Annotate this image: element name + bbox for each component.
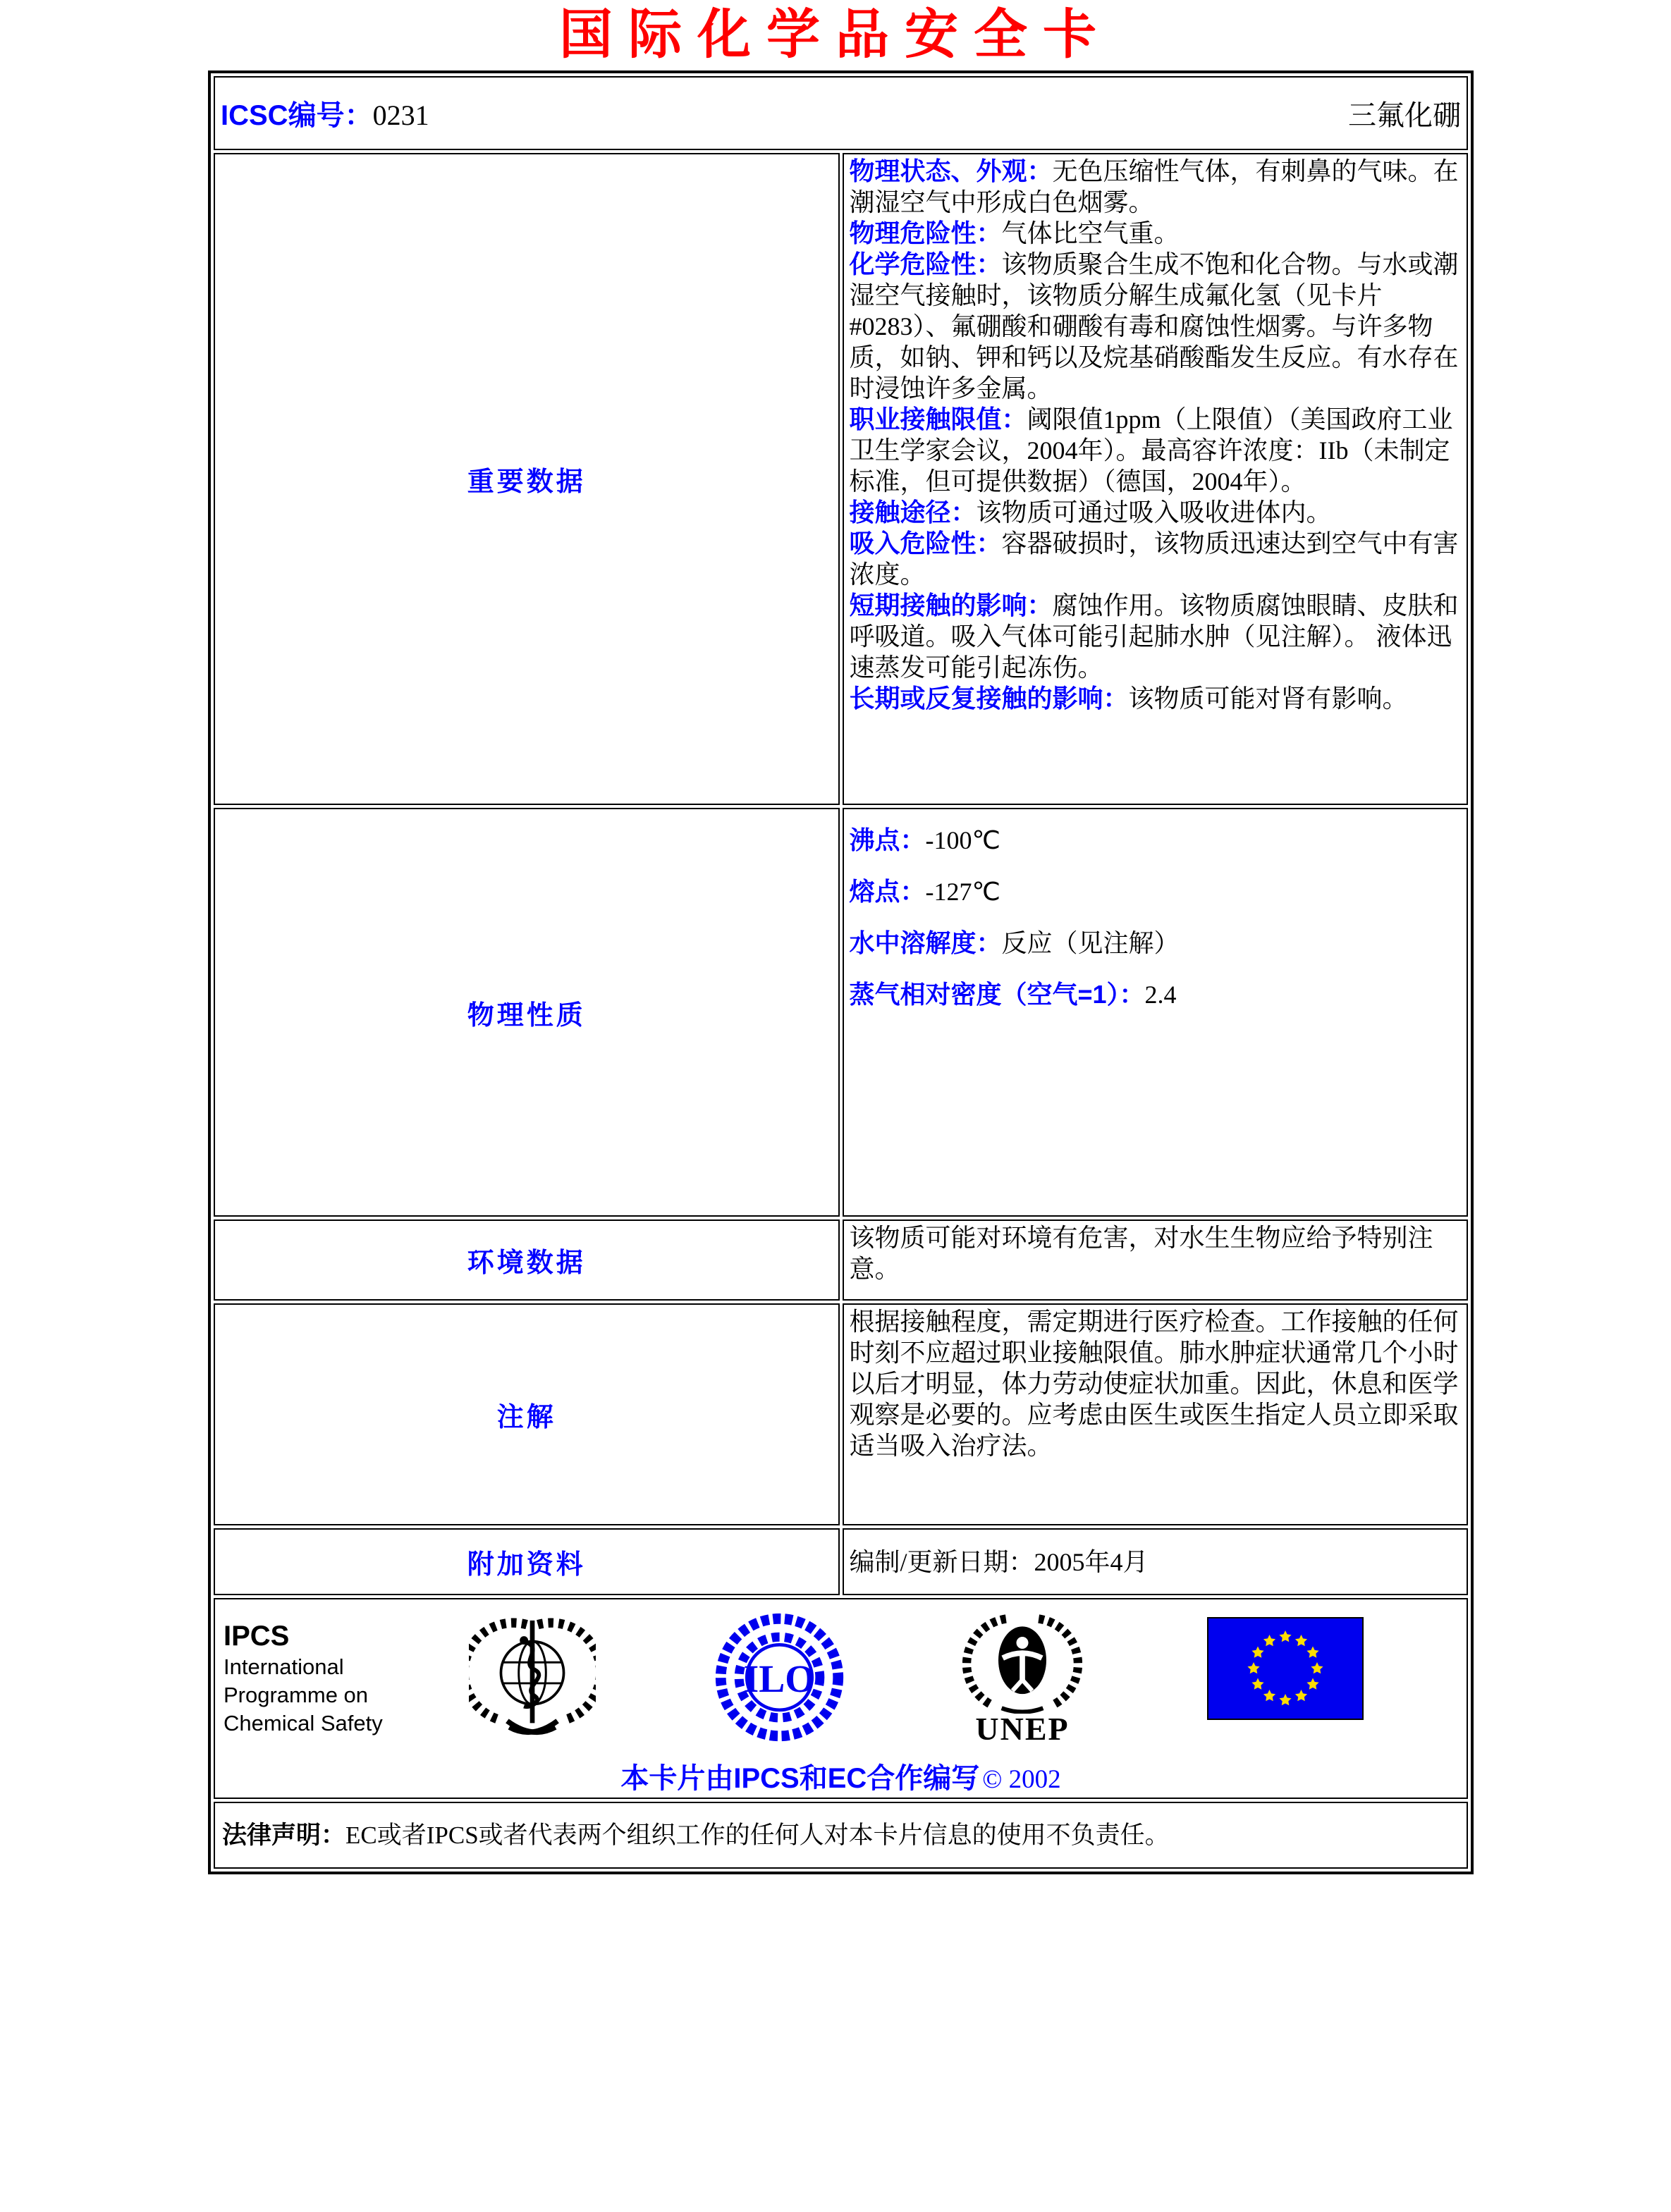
credit-line bbox=[215, 1756, 1467, 1796]
additional-info-content: 编制/更新日期：2005年4月 bbox=[843, 1528, 1469, 1595]
entry-short-term-effects: 短期接触的影响：腐蚀作用。该物质腐蚀眼睛、皮肤和呼吸道。吸入气体可能引起肺水肿（见注解）。 液体迅速蒸发可能引起冻伤。 bbox=[849, 591, 1459, 682]
entry-physical-danger: 物理危险性：气体比空气重。 bbox=[849, 219, 1180, 247]
table-row-environmental-data bbox=[214, 1219, 1468, 1301]
table-row-physical-properties bbox=[214, 808, 1468, 1217]
legal-text: EC或者IPCS或者代表两个组织工作的任何人对本卡片信息的使用不负责任。 bbox=[345, 1821, 1170, 1849]
table-row-additional-info bbox=[214, 1528, 1468, 1595]
entry-melting-point: 熔点：-127℃ bbox=[849, 877, 1000, 906]
section-label-cell bbox=[214, 1219, 840, 1301]
entry-chemical-danger: 化学危险性：该物质聚合生成不饱和化合物。与水或潮湿空气接触时，该物质分解生成氟化氢（见卡片#0283）、氟硼酸和硼酸有毒和腐蚀性烟雾。与许多物质，如钠、钾和钙以及烷基硝酸酯发生反应。有水存在时浸蚀许多金属。 bbox=[849, 250, 1459, 403]
entry-physical-state: 物理状态、外观：无色压缩性气体，有刺鼻的气味。在潮湿空气中形成白色烟雾。 bbox=[849, 156, 1459, 216]
entry-inhalation-risk: 吸入危险性：容器破损时，该物质迅速达到空气中有害浓度。 bbox=[849, 529, 1459, 589]
credit-text: 本卡片由IPCS和EC合作编写 bbox=[620, 1763, 980, 1794]
physical-properties-content bbox=[843, 808, 1469, 1217]
entry-vapor-density: 蒸气相对密度（空气=1）：2.4 bbox=[849, 980, 1177, 1009]
unep-logo-block bbox=[959, 1608, 1086, 1745]
section-title-notes: 注解 bbox=[496, 1403, 556, 1432]
who-logo-icon bbox=[469, 1612, 596, 1746]
icsc-number bbox=[221, 93, 429, 133]
ilo-logo-icon bbox=[714, 1609, 845, 1747]
legal-notice bbox=[214, 1802, 1468, 1869]
section-label-cell bbox=[214, 808, 840, 1217]
icsc-number-value: 0231 bbox=[372, 99, 429, 131]
section-label-cell bbox=[214, 1303, 840, 1525]
important-data-content bbox=[843, 153, 1469, 805]
unep-label: UNEP bbox=[975, 1711, 1070, 1747]
header-cell bbox=[214, 76, 1468, 150]
entry-exposure-routes: 接触途径：该物质可通过吸入吸收进体内。 bbox=[849, 498, 1332, 527]
section-label-cell bbox=[214, 153, 840, 805]
table-row-legal bbox=[214, 1802, 1468, 1869]
entry-boiling-point: 沸点：-100℃ bbox=[849, 825, 1000, 854]
entry-water-solubility: 水中溶解度：反应（见注解） bbox=[849, 928, 1180, 957]
icsc-card-table bbox=[208, 70, 1474, 1874]
page-title: 国际化学品安全卡 bbox=[559, 6, 1112, 65]
environmental-data-content: 该物质可能对环境有危害，对水生生物应给予特别注意。 bbox=[843, 1219, 1469, 1301]
entry-long-term-effects: 长期或反复接触的影响：该物质可能对肾有影响。 bbox=[849, 684, 1408, 713]
section-title-environmental-data: 环境数据 bbox=[467, 1248, 586, 1278]
logos-cell bbox=[214, 1598, 1468, 1799]
section-title-important-data: 重要数据 bbox=[467, 467, 586, 497]
icsc-number-label: ICSC编号： bbox=[221, 100, 373, 131]
legal-label: 法律声明： bbox=[222, 1821, 346, 1849]
copyright-text: © 2002 bbox=[982, 1765, 1061, 1794]
section-label-cell bbox=[214, 1528, 840, 1595]
table-row-logos bbox=[214, 1598, 1468, 1799]
chemical-name: 三氟化硼 bbox=[1348, 99, 1461, 131]
ipcs-text-block: IPCS International Programme on Chemical Safety bbox=[224, 1621, 383, 1735]
section-title-additional-info: 附加资料 bbox=[467, 1550, 586, 1580]
unep-logo-icon bbox=[962, 1608, 1082, 1714]
ipcs-name: IPCS bbox=[224, 1621, 290, 1652]
ilo-label: ILO bbox=[743, 1657, 816, 1701]
table-row-header bbox=[214, 76, 1468, 150]
eu-flag-icon bbox=[1207, 1617, 1364, 1720]
notes-content: 根据接触程度，需定期进行医疗检查。工作接触的任何时刻不应超过职业接触限值。肺水肿症状通常几个小时以后才明显，体力劳动使症状加重。因此，休息和医学观察是必要的。应考虑由医生或医生指定人员立即采取适当吸入治疗法。 bbox=[843, 1303, 1469, 1525]
table-row-important-data bbox=[214, 153, 1468, 805]
entry-exposure-limits: 职业接触限值：阈限值1ppm（上限值）（美国政府工业卫生学家会议，2004年）。最高容许浓度：IIb（未制定标准，但可提供数据）（德国，2004年）。 bbox=[849, 405, 1453, 496]
table-row-notes bbox=[214, 1303, 1468, 1525]
section-title-physical-properties: 物理性质 bbox=[467, 1000, 586, 1031]
